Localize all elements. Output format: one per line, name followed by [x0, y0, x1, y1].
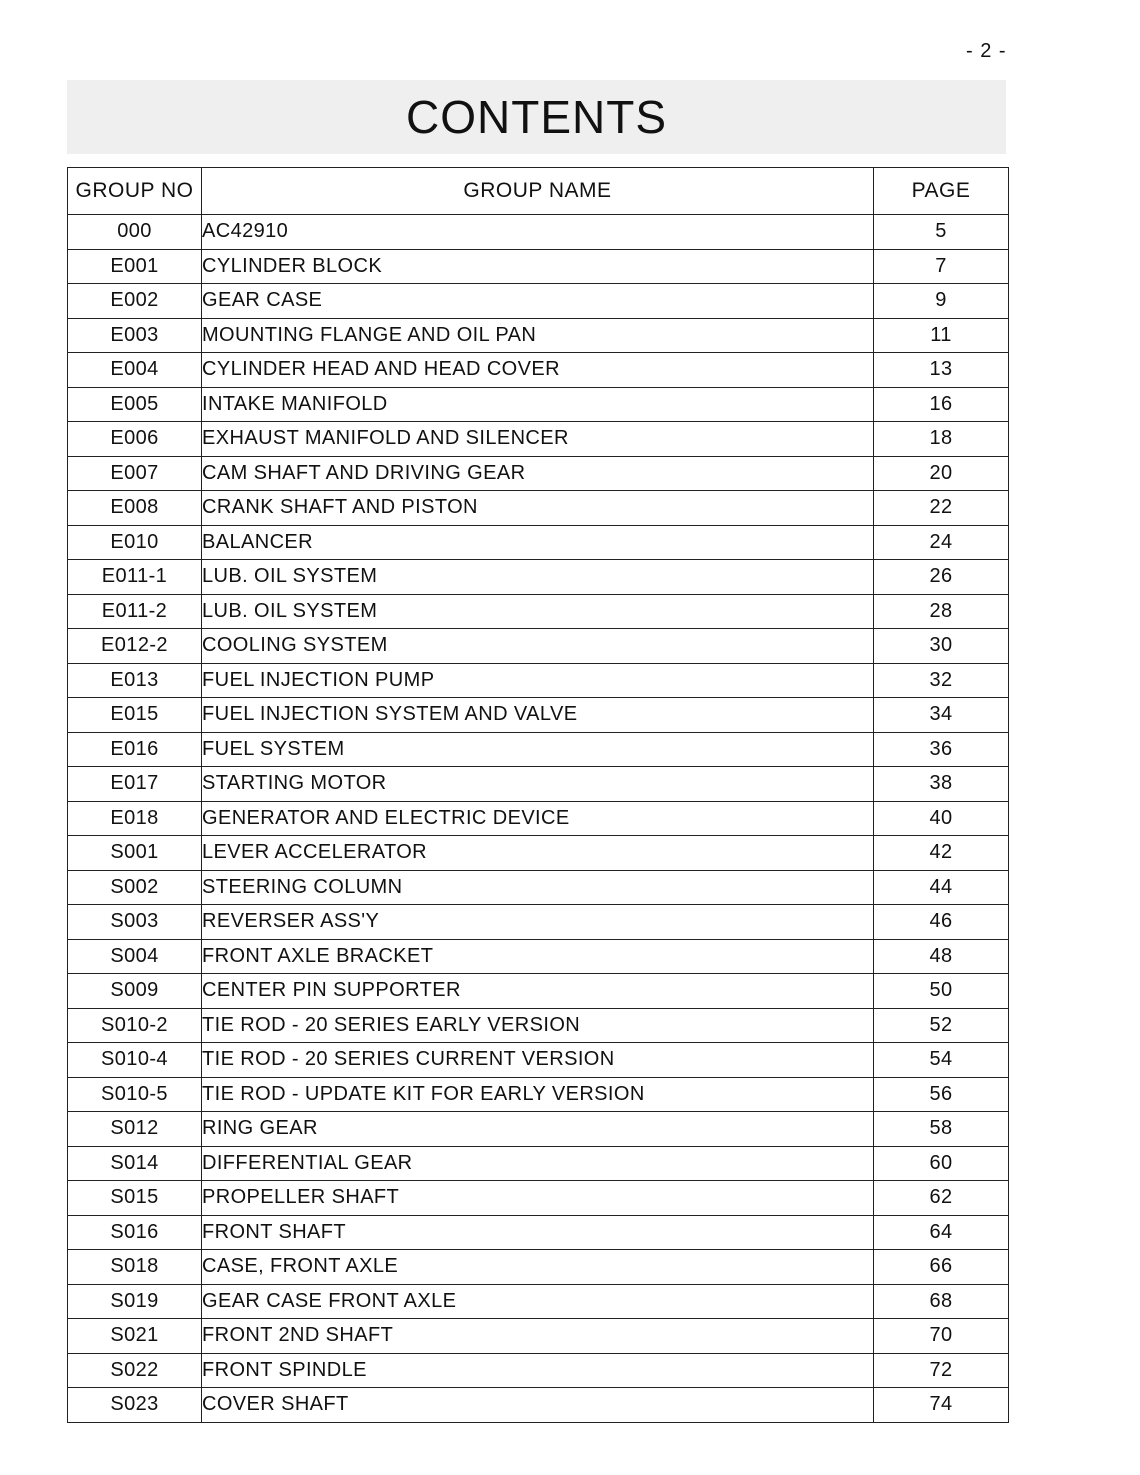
- group-no-cell: E017: [68, 767, 202, 802]
- page-cell: 58: [874, 1112, 1009, 1147]
- group-no-cell: S022: [68, 1353, 202, 1388]
- group-name-cell: CAM SHAFT AND DRIVING GEAR: [202, 456, 874, 491]
- page-cell: 60: [874, 1146, 1009, 1181]
- group-no-cell: E005: [68, 387, 202, 422]
- group-no-cell: E011-1: [68, 560, 202, 595]
- group-no-cell: S015: [68, 1181, 202, 1216]
- table-row: [68, 1077, 1009, 1112]
- group-no-cell: E012-2: [68, 629, 202, 664]
- header-page: PAGE: [874, 168, 1009, 215]
- group-no-cell: E004: [68, 353, 202, 388]
- group-no-cell: S001: [68, 836, 202, 871]
- page-cell: 24: [874, 525, 1009, 560]
- page-cell: 30: [874, 629, 1009, 664]
- group-name-cell: STEERING COLUMN: [202, 870, 874, 905]
- page-cell: 46: [874, 905, 1009, 940]
- page-cell: 34: [874, 698, 1009, 733]
- group-no-cell: S018: [68, 1250, 202, 1285]
- page-cell: 11: [874, 318, 1009, 353]
- header-group-name: GROUP NAME: [202, 168, 874, 215]
- table-row: [68, 974, 1009, 1009]
- table-row: [68, 1250, 1009, 1285]
- group-name-cell: BALANCER: [202, 525, 874, 560]
- table-row: [68, 1043, 1009, 1078]
- group-no-cell: S023: [68, 1388, 202, 1423]
- table-row: [68, 456, 1009, 491]
- header-group-no: GROUP NO: [68, 168, 202, 215]
- page-cell: 7: [874, 249, 1009, 284]
- page-cell: 52: [874, 1008, 1009, 1043]
- group-no-cell: S010-2: [68, 1008, 202, 1043]
- group-no-cell: E016: [68, 732, 202, 767]
- group-name-cell: CYLINDER HEAD AND HEAD COVER: [202, 353, 874, 388]
- table-row: [68, 525, 1009, 560]
- contents-table: [67, 167, 1009, 1423]
- page-cell: 74: [874, 1388, 1009, 1423]
- page-cell: 66: [874, 1250, 1009, 1285]
- page-cell: 28: [874, 594, 1009, 629]
- page-cell: 16: [874, 387, 1009, 422]
- group-no-cell: S002: [68, 870, 202, 905]
- group-no-cell: S021: [68, 1319, 202, 1354]
- group-name-cell: LUB. OIL SYSTEM: [202, 594, 874, 629]
- group-no-cell: S004: [68, 939, 202, 974]
- group-name-cell: FUEL INJECTION PUMP: [202, 663, 874, 698]
- group-no-cell: E006: [68, 422, 202, 457]
- table-row: [68, 939, 1009, 974]
- page-title: CONTENTS: [406, 91, 667, 143]
- table-row: [68, 732, 1009, 767]
- group-no-cell: S010-5: [68, 1077, 202, 1112]
- page-cell: 13: [874, 353, 1009, 388]
- group-no-cell: S016: [68, 1215, 202, 1250]
- group-name-cell: REVERSER ASS'Y: [202, 905, 874, 940]
- group-no-cell: S003: [68, 905, 202, 940]
- group-name-cell: MOUNTING FLANGE AND OIL PAN: [202, 318, 874, 353]
- page-cell: 32: [874, 663, 1009, 698]
- page-cell: 50: [874, 974, 1009, 1009]
- table-row: [68, 836, 1009, 871]
- table-row: [68, 387, 1009, 422]
- group-name-cell: PROPELLER SHAFT: [202, 1181, 874, 1216]
- group-no-cell: S010-4: [68, 1043, 202, 1078]
- page-cell: 68: [874, 1284, 1009, 1319]
- table-row: [68, 1353, 1009, 1388]
- table-row: [68, 870, 1009, 905]
- group-name-cell: STARTING MOTOR: [202, 767, 874, 802]
- group-no-cell: E013: [68, 663, 202, 698]
- group-name-cell: COVER SHAFT: [202, 1388, 874, 1423]
- group-name-cell: FRONT AXLE BRACKET: [202, 939, 874, 974]
- page-cell: 5: [874, 215, 1009, 250]
- group-name-cell: TIE ROD - UPDATE KIT FOR EARLY VERSION: [202, 1077, 874, 1112]
- table-row: [68, 629, 1009, 664]
- group-name-cell: DIFFERENTIAL GEAR: [202, 1146, 874, 1181]
- page-cell: 44: [874, 870, 1009, 905]
- page-cell: 42: [874, 836, 1009, 871]
- table-row: [68, 1319, 1009, 1354]
- group-name-cell: GEAR CASE FRONT AXLE: [202, 1284, 874, 1319]
- group-name-cell: CYLINDER BLOCK: [202, 249, 874, 284]
- page-cell: 18: [874, 422, 1009, 457]
- table-row: [68, 422, 1009, 457]
- group-name-cell: COOLING SYSTEM: [202, 629, 874, 664]
- page-cell: 72: [874, 1353, 1009, 1388]
- group-name-cell: INTAKE MANIFOLD: [202, 387, 874, 422]
- table-row: [68, 215, 1009, 250]
- table-row: [68, 1008, 1009, 1043]
- page-cell: 54: [874, 1043, 1009, 1078]
- group-no-cell: 000: [68, 215, 202, 250]
- table-row: [68, 1181, 1009, 1216]
- group-name-cell: RING GEAR: [202, 1112, 874, 1147]
- table-row: [68, 1112, 1009, 1147]
- group-name-cell: LUB. OIL SYSTEM: [202, 560, 874, 595]
- group-no-cell: E008: [68, 491, 202, 526]
- table-row: [68, 284, 1009, 319]
- group-name-cell: GENERATOR AND ELECTRIC DEVICE: [202, 801, 874, 836]
- group-no-cell: S009: [68, 974, 202, 1009]
- table-row: [68, 318, 1009, 353]
- group-name-cell: CASE, FRONT AXLE: [202, 1250, 874, 1285]
- table-row: [68, 1284, 1009, 1319]
- title-band: [67, 80, 1006, 154]
- page-cell: 38: [874, 767, 1009, 802]
- group-no-cell: E007: [68, 456, 202, 491]
- group-name-cell: FUEL INJECTION SYSTEM AND VALVE: [202, 698, 874, 733]
- page-cell: 56: [874, 1077, 1009, 1112]
- group-name-cell: CENTER PIN SUPPORTER: [202, 974, 874, 1009]
- table-row: [68, 698, 1009, 733]
- table-header-row: [68, 168, 1009, 215]
- page-cell: 40: [874, 801, 1009, 836]
- group-name-cell: LEVER ACCELERATOR: [202, 836, 874, 871]
- table-row: [68, 560, 1009, 595]
- table-row: [68, 1146, 1009, 1181]
- table-row: [68, 905, 1009, 940]
- group-no-cell: E001: [68, 249, 202, 284]
- page-cell: 64: [874, 1215, 1009, 1250]
- table-row: [68, 491, 1009, 526]
- group-name-cell: FRONT SHAFT: [202, 1215, 874, 1250]
- group-name-cell: CRANK SHAFT AND PISTON: [202, 491, 874, 526]
- group-no-cell: S019: [68, 1284, 202, 1319]
- page-cell: 20: [874, 456, 1009, 491]
- page-cell: 36: [874, 732, 1009, 767]
- group-no-cell: S014: [68, 1146, 202, 1181]
- group-no-cell: E011-2: [68, 594, 202, 629]
- table-row: [68, 1388, 1009, 1423]
- page-cell: 22: [874, 491, 1009, 526]
- table-row: [68, 1215, 1009, 1250]
- group-name-cell: GEAR CASE: [202, 284, 874, 319]
- page-cell: 9: [874, 284, 1009, 319]
- page-number: - 2 -: [966, 40, 1007, 62]
- group-name-cell: FRONT SPINDLE: [202, 1353, 874, 1388]
- table-row: [68, 663, 1009, 698]
- page-cell: 48: [874, 939, 1009, 974]
- group-no-cell: S012: [68, 1112, 202, 1147]
- group-no-cell: E003: [68, 318, 202, 353]
- group-name-cell: AC42910: [202, 215, 874, 250]
- page-cell: 26: [874, 560, 1009, 595]
- table-row: [68, 353, 1009, 388]
- group-name-cell: TIE ROD - 20 SERIES EARLY VERSION: [202, 1008, 874, 1043]
- page-cell: 62: [874, 1181, 1009, 1216]
- table-row: [68, 767, 1009, 802]
- page-cell: 70: [874, 1319, 1009, 1354]
- group-name-cell: FUEL SYSTEM: [202, 732, 874, 767]
- group-no-cell: E018: [68, 801, 202, 836]
- table-row: [68, 594, 1009, 629]
- group-name-cell: FRONT 2ND SHAFT: [202, 1319, 874, 1354]
- table-row: [68, 249, 1009, 284]
- table-row: [68, 801, 1009, 836]
- group-name-cell: EXHAUST MANIFOLD AND SILENCER: [202, 422, 874, 457]
- group-no-cell: E015: [68, 698, 202, 733]
- group-name-cell: TIE ROD - 20 SERIES CURRENT VERSION: [202, 1043, 874, 1078]
- group-no-cell: E002: [68, 284, 202, 319]
- group-no-cell: E010: [68, 525, 202, 560]
